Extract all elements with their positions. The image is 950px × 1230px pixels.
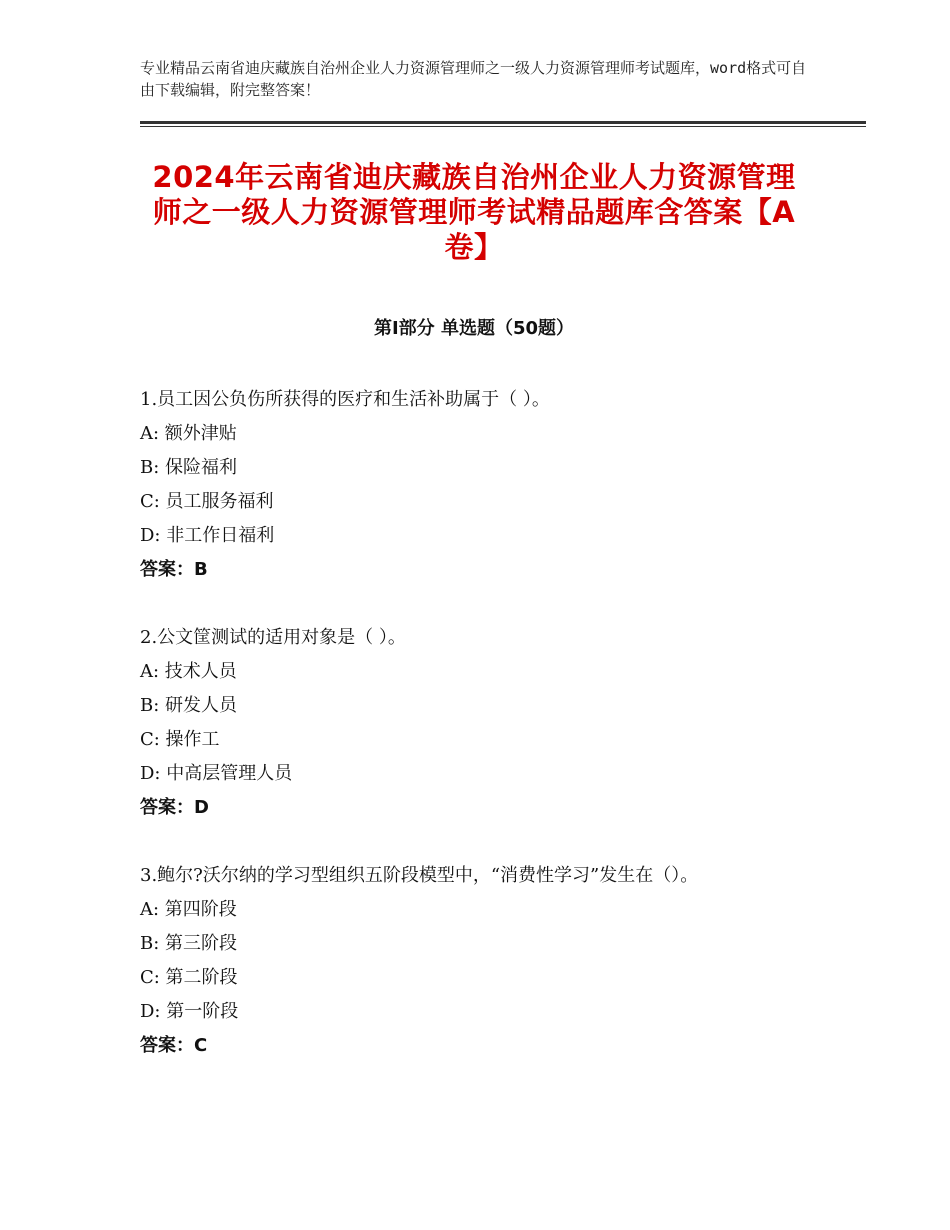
document-title: 2024年云南省迪庆藏族自治州企业人力资源管理师之一级人力资源管理师考试精品题库含答案【A卷】 [152,160,796,264]
question-stem: 3.鲍尔?沃尔纳的学习型组织五阶段模型中，“消费性学习”发生在（）。 [140,865,699,886]
option-b: B: 保险福利 [140,457,238,478]
answer-line: 答案：D [140,797,209,818]
question-2 [140,621,808,825]
option-d: D: 中高层管理人员 [140,763,293,784]
option-c: C: 第二阶段 [140,967,238,988]
option-b: B: 第三阶段 [140,933,238,954]
header-divider-thick [140,121,866,124]
option-a: A: 额外津贴 [140,423,237,444]
question-list [140,383,808,1097]
header-note: 专业精品云南省迪庆藏族自治州企业人力资源管理师之一级人力资源管理师考试题库，word格式可自由下载编辑，附完整答案！ [140,59,807,99]
answer-line: 答案：B [140,559,208,580]
option-c: C: 员工服务福利 [140,491,274,512]
header-divider-thin [140,126,866,127]
question-stem: 2.公文筐测试的适用对象是（ ）。 [140,627,406,648]
option-b: B: 研发人员 [140,695,238,716]
option-d: D: 非工作日福利 [140,525,275,546]
option-a: A: 第四阶段 [140,899,237,920]
option-a: A: 技术人员 [140,661,237,682]
section-title: 第Ⅰ部分 单选题（50题） [373,318,574,339]
answer-line: 答案：C [140,1035,208,1056]
option-d: D: 第一阶段 [140,1001,239,1022]
question-stem: 1.员工因公负伤所获得的医疗和生活补助属于（ ）。 [140,389,550,410]
question-1 [140,383,808,587]
option-c: C: 操作工 [140,729,220,750]
question-3 [140,859,808,1063]
